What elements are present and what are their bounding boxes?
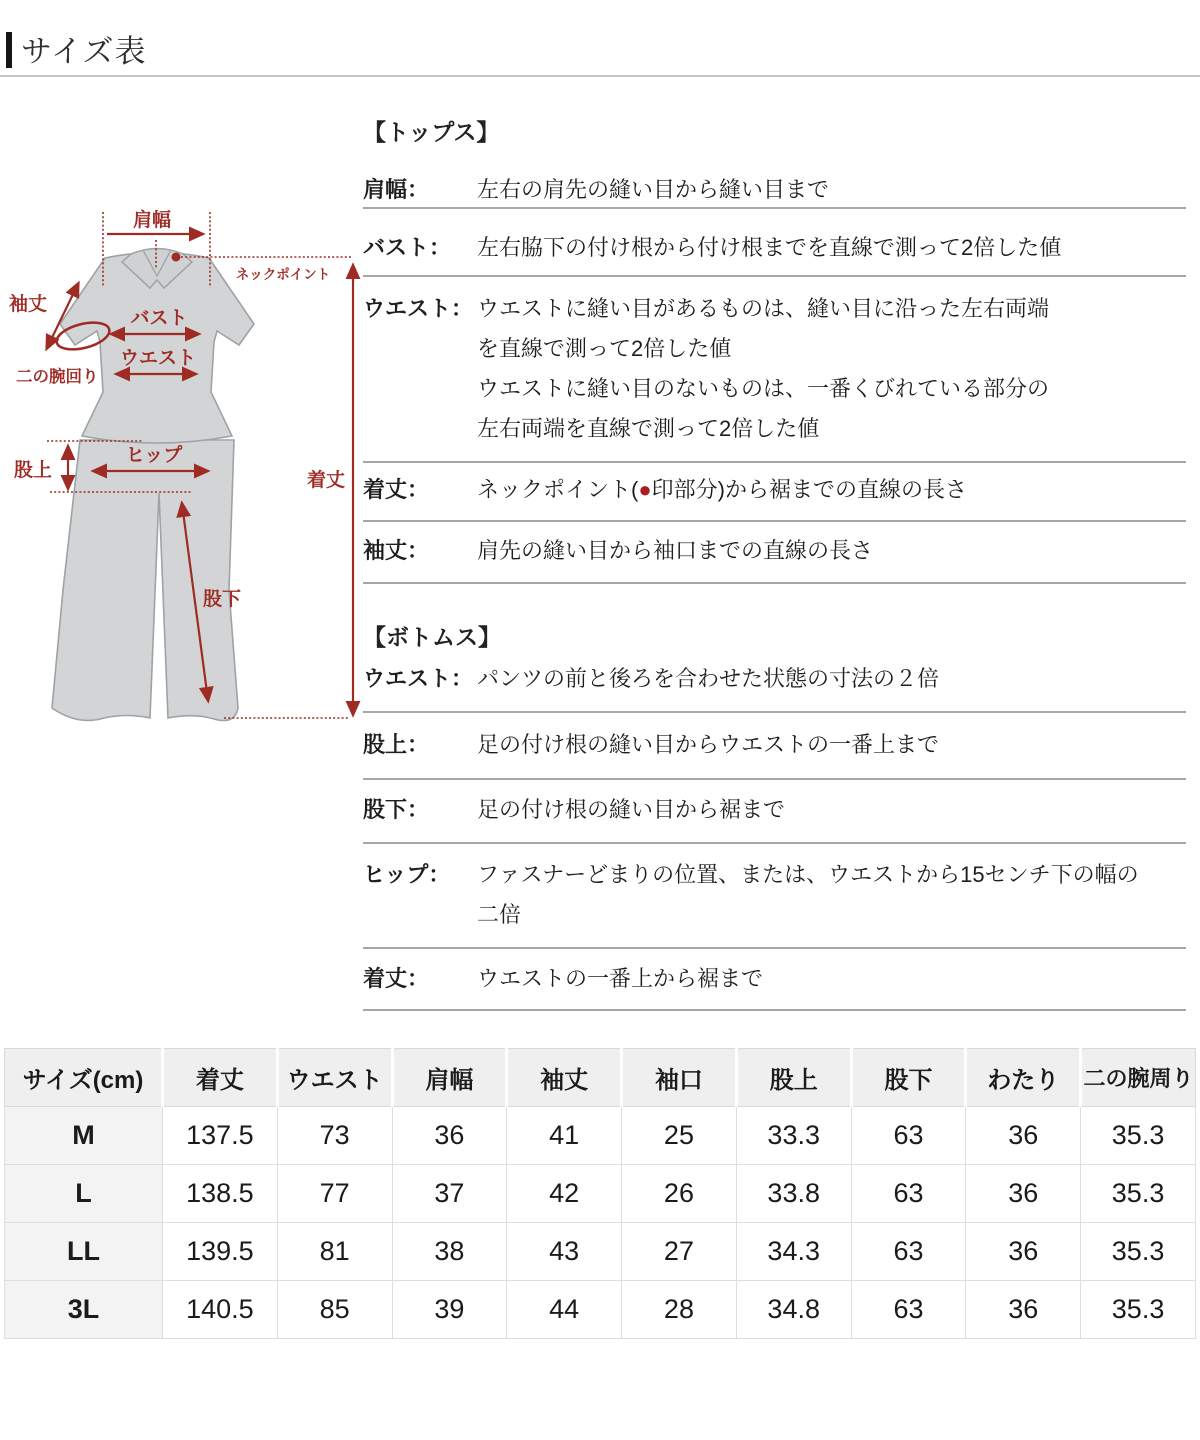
title-accent-bar (6, 32, 12, 68)
size-table-cell: 73 (277, 1107, 392, 1165)
sleeve-length-label: 袖丈 (8, 294, 48, 315)
size-table-cell: 27 (622, 1223, 737, 1281)
tops-guide-rows (363, 173, 1186, 584)
guide-desc-line: ウエストに縫い目があるものは、縫い目に沿った左右両端 (477, 296, 1050, 321)
guide-term: 股下： (363, 797, 430, 822)
guide-desc (477, 728, 1177, 762)
measurement-diagram (2, 190, 362, 750)
guide-desc-line: ファスナーどまりの位置、または、ウエストから15センチ下の幅の (477, 862, 1139, 887)
guide-desc-line: ネックポイント(●印部分)から裾までの直線の長さ (477, 477, 967, 502)
guide-row (363, 660, 1186, 713)
size-table-row (5, 1165, 1196, 1223)
guide-desc (477, 231, 1177, 265)
size-table-row-label: L (5, 1165, 163, 1223)
guide-row (363, 209, 1186, 277)
size-table-cell: 139.5 (163, 1223, 278, 1281)
upper-arm-label: 二の腕回り (16, 368, 99, 386)
size-table-cell: 25 (622, 1107, 737, 1165)
guide-term: 肩幅： (363, 177, 430, 202)
size-table-cell: 35.3 (1081, 1165, 1196, 1223)
size-table-row-label: 3L (5, 1281, 163, 1339)
size-table-header-cell: ウエスト (277, 1049, 392, 1107)
size-table-cell: 77 (277, 1165, 392, 1223)
size-table-header-cell: わたり (966, 1049, 1081, 1107)
measurement-guide (363, 117, 1186, 1011)
guide-term: ウエスト： (363, 296, 474, 321)
size-table-cell: 63 (851, 1281, 966, 1339)
size-table-cell: 33.3 (736, 1107, 851, 1165)
size-table-cell: 36 (966, 1223, 1081, 1281)
guide-term: ウエスト： (363, 666, 474, 691)
size-table-cell: 63 (851, 1107, 966, 1165)
guide-term: 着丈： (363, 966, 430, 991)
bottoms-guide-rows (363, 660, 1186, 1011)
size-table-cell: 34.3 (736, 1223, 851, 1281)
bottoms-heading: 【ボトムス】 (363, 624, 501, 650)
size-table-cell: 42 (507, 1165, 622, 1223)
size-table (4, 1048, 1196, 1339)
guide-desc-line: 左右脇下の付け根から付け根までを直線で測って2倍した値 (477, 235, 1062, 260)
header-divider (0, 75, 1200, 77)
guide-desc (477, 534, 1177, 568)
neck-point-label: ネックポイント (235, 267, 331, 282)
size-table-row (5, 1223, 1196, 1281)
size-table-cell: 41 (507, 1107, 622, 1165)
size-table-cell: 85 (277, 1281, 392, 1339)
size-table-header-cell: 袖口 (622, 1049, 737, 1107)
guide-row (363, 949, 1186, 1011)
size-table-cell: 43 (507, 1223, 622, 1281)
size-table-cell: 36 (966, 1107, 1081, 1165)
size-table-cell: 81 (277, 1223, 392, 1281)
size-table-row-label: M (5, 1107, 163, 1165)
size-table-header-row (5, 1049, 1196, 1107)
rise-label: 股上 (13, 460, 53, 481)
size-table-cell: 34.8 (736, 1281, 851, 1339)
guide-desc-line: 肩先の縫い目から袖口までの直線の長さ (477, 538, 874, 563)
guide-desc (477, 473, 1177, 507)
pants-silhouette (52, 440, 238, 721)
size-table-cell: 140.5 (163, 1281, 278, 1339)
size-table-head (5, 1049, 1196, 1107)
size-table-cell: 35.3 (1081, 1281, 1196, 1339)
guide-desc-line: 足の付け根の縫い目から裾まで (477, 797, 786, 822)
size-table-header-cell: 股下 (851, 1049, 966, 1107)
guide-row (363, 522, 1186, 584)
guide-row (363, 173, 1186, 209)
size-table-cell: 36 (966, 1281, 1081, 1339)
size-table-cell: 33.8 (736, 1165, 851, 1223)
size-table-cell: 28 (622, 1281, 737, 1339)
guide-desc (477, 855, 1177, 935)
size-table-cell: 63 (851, 1165, 966, 1223)
guide-desc-line: ウエストの一番上から裾まで (477, 966, 764, 991)
size-table-cell: 35.3 (1081, 1107, 1196, 1165)
neck-point-dot (172, 253, 181, 262)
size-table-header-cell: 袖丈 (507, 1049, 622, 1107)
guide-desc (477, 289, 1177, 449)
guide-desc-line: 二倍 (477, 902, 522, 927)
guide-desc-line: 左右の肩先の縫い目から縫い目まで (477, 177, 830, 202)
size-table-cell: 63 (851, 1223, 966, 1281)
guide-desc (477, 173, 1177, 207)
size-table-row-label: LL (5, 1223, 163, 1281)
size-table-header-cell: 肩幅 (392, 1049, 507, 1107)
size-table-cell: 36 (392, 1107, 507, 1165)
size-table-cell: 39 (392, 1281, 507, 1339)
size-table-row (5, 1281, 1196, 1339)
garment-length-label: 着丈 (306, 470, 346, 491)
size-table-header-cell: 股上 (736, 1049, 851, 1107)
size-table-header-cell: サイズ(cm) (5, 1049, 163, 1107)
guide-term: ヒップ： (363, 862, 451, 887)
guide-row (363, 844, 1186, 949)
size-table-cell: 35.3 (1081, 1223, 1196, 1281)
guide-term: 着丈： (363, 477, 430, 502)
guide-desc-line: ウエストに縫い目のないものは、一番くびれている部分の (477, 376, 1050, 401)
size-table-cell: 138.5 (163, 1165, 278, 1223)
size-table-cell: 38 (392, 1223, 507, 1281)
shoulder-width-label: 肩幅 (132, 210, 172, 231)
size-table-cell: 137.5 (163, 1107, 278, 1165)
size-table-cell: 26 (622, 1165, 737, 1223)
guide-row (363, 277, 1186, 463)
tops-heading: 【トップス】 (363, 119, 500, 145)
guide-desc-line: を直線で測って2倍した値 (477, 336, 732, 361)
hip-label: ヒップ (125, 445, 183, 466)
inseam-label: 股下 (202, 589, 242, 610)
size-table-body (5, 1107, 1196, 1339)
size-table-cell: 36 (966, 1165, 1081, 1223)
guide-desc (477, 662, 1177, 696)
guide-desc-line: 足の付け根の縫い目からウエストの一番上まで (477, 732, 940, 757)
page-title: サイズ表 (21, 34, 147, 69)
guide-row (363, 713, 1186, 780)
neck-point-dot-glyph: ● (638, 477, 652, 502)
guide-desc (477, 962, 1177, 996)
guide-term: 股上： (363, 732, 430, 757)
guide-term: バスト： (363, 235, 452, 260)
guide-row (363, 780, 1186, 844)
size-table-cell: 37 (392, 1165, 507, 1223)
guide-row (363, 463, 1186, 522)
bust-label: バスト (130, 308, 188, 329)
size-table-header-cell: 二の腕周り (1081, 1049, 1196, 1107)
size-table-cell: 44 (507, 1281, 622, 1339)
guide-desc-line: 左右両端を直線で測って2倍した値 (477, 416, 820, 441)
size-table-header-cell: 着丈 (163, 1049, 278, 1107)
guide-desc (477, 793, 1177, 827)
size-table-row (5, 1107, 1196, 1165)
guide-desc-line: パンツの前と後ろを合わせた状態の寸法の２倍 (477, 666, 940, 691)
waist-label: ウエスト (119, 348, 197, 369)
guide-term: 袖丈： (363, 538, 430, 563)
